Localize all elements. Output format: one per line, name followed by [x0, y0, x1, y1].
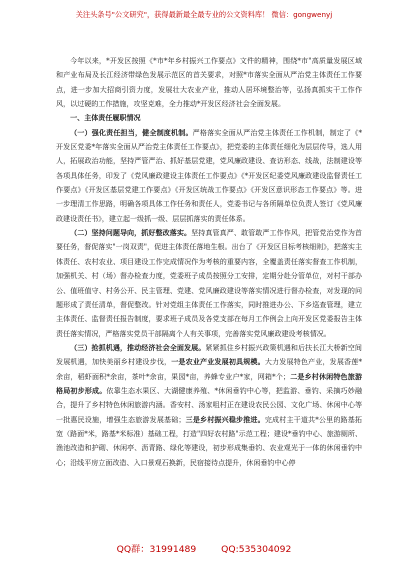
emphasis-agriculture: 一是农业产业发展初具规模。: [171, 357, 265, 367]
emphasis-revitalization: 三是乡村振兴稳步推进。: [185, 414, 265, 424]
paragraph-development: [56, 341, 362, 470]
paragraph-responsibility: [56, 126, 362, 226]
paragraph-development-text-d: 完成村主干道共*公里的路基拓宽（路面*米，路基*米标准）基础工程，打造"四好农村路"示范工程；建设*垂钓中心、旅游厕所、渔池改造和护砌、休闲亭、沥青路、绿化等建设，初步形成集垂钓、农业观光于一体的休闲垂钓中心；沿线平房立面改造、入口景观石换新，民宿接待点提升，休闲垂钓中心停: [56, 414, 362, 467]
document-body: [56, 54, 362, 470]
intro-paragraph: 今年以来，*开发区按照《*市*年乡村振兴工作要点》文件的精神，围绕*市"高质量发展区域和产业布局及长江经济带绿色发展示范区的首关要求，对照*市落实全面从严治党主体责任工作要点，进一步加大招商引资力度，发展壮大农业产业，推动人居环境整治等，弘扬真抓实干工作作风，以过硬的工作措施，攻坚克难，全力推动*开发区经济社会全面发展。: [56, 56, 362, 109]
subheading-responsibility: （一）强化责任担当，健全制度机制。: [70, 127, 193, 137]
section-heading: 一、主体责任履职情况: [70, 113, 141, 123]
subheading-rectification: （二）坚持问题导向，抓好整改落实。: [70, 228, 192, 238]
paragraph-development-text-b: 大力发展特色产业，发展香莲*余亩，稻虾面积*余亩，茶叶*余亩，果园*亩，养蜂专业户*家，网箱*个；: [56, 357, 362, 381]
subheading-development: （三）抢抓机遇，推动经济社会全面发展。: [70, 342, 206, 352]
header-promo-note: 关注头条号"公文研究"，获得最新最全最专业的公文资料库！ 微信：gongwenyj: [75, 10, 333, 19]
footer-contact-note: [0, 541, 408, 555]
paragraph-responsibility-text: 严格落实全面从严治党主体责任工作机制，制定了《*开发区党委*年落实全面从严治党主体责任工作要点》，把党委的主体责任细化为层层传导，选人用人，拓展政治功能，坚持严管严治、抓好基层党建，党风廉政建设、查访形态、线战，法制建设等各项具体任务，印发了《党风廉政建设主体责任工作要点》《*开发区纪委党风廉政建设监督责任工作要点》《开发区基层党建工作要点》《开发区统战工作要点》《开发区意识形态工作要点》等。进一步理清工作思路，明确各项具体工作任务和责任人，党委书记与各所隔单位负责人签订《党风廉政建设责任书》，建立起一级抓一级、层层抓落实的责任体系。: [56, 127, 362, 223]
paragraph-development-text-a: 紧紧抓住乡村振兴政策机遇和后扶长江大桥新空间发展机遇，加快美丽乡村建设步伐，: [56, 342, 362, 367]
emphasis-tourism: 二是乡村休闲特色旅游格局初步形成。: [56, 371, 362, 395]
paragraph-rectification-text: 坚持真管真严、敢管敢严工作作风，把管党治党作为首要任务，督促落实"一岗双责"，促进主体责任落地生根。出台了《开发区目标考核细则》，把落实主体责任、农村农业、项目建设工作完成情况作为考核的重要内容，全覆盖责任落实督查工作机制，加强机关、村（场）督办检查力度，党委班子成员按照分工安排，定期分赴分管单位，对村干部办公、值班值守、村务公开、民主管理、党建、党风廉政建设等落实情况进行督办检查，对发现的问题形成了责任清单，督促整改。针对党组主体责任工作落实，同时推进办公、下乡巡查管理，建立主体责任、监督责任报告制度，要求班子成员及各党支部在每月工作例会上向开发区党委报告主体责任落实情况，严格落实党员干部隔离个人有关事项，完善落实党风廉政建设考核情况。: [56, 228, 362, 338]
footer-qq-group: QQ群：31991489: [116, 544, 197, 555]
paragraph-rectification: [56, 226, 362, 341]
footer-qq-number: QQ:535304092: [221, 544, 292, 555]
paragraph-development-text-c: 依靠生态水果区、大湖健康养殖、*休闲垂钓中心等，把监游、垂钓、采摘巧妙融合，提升了乡村特色休闲旅游内涵。香安村、汤家咀村正在建设农民公园、文化广场、休闲中心等一批惠民设施，增强生态旅游发展基础；: [56, 385, 362, 424]
